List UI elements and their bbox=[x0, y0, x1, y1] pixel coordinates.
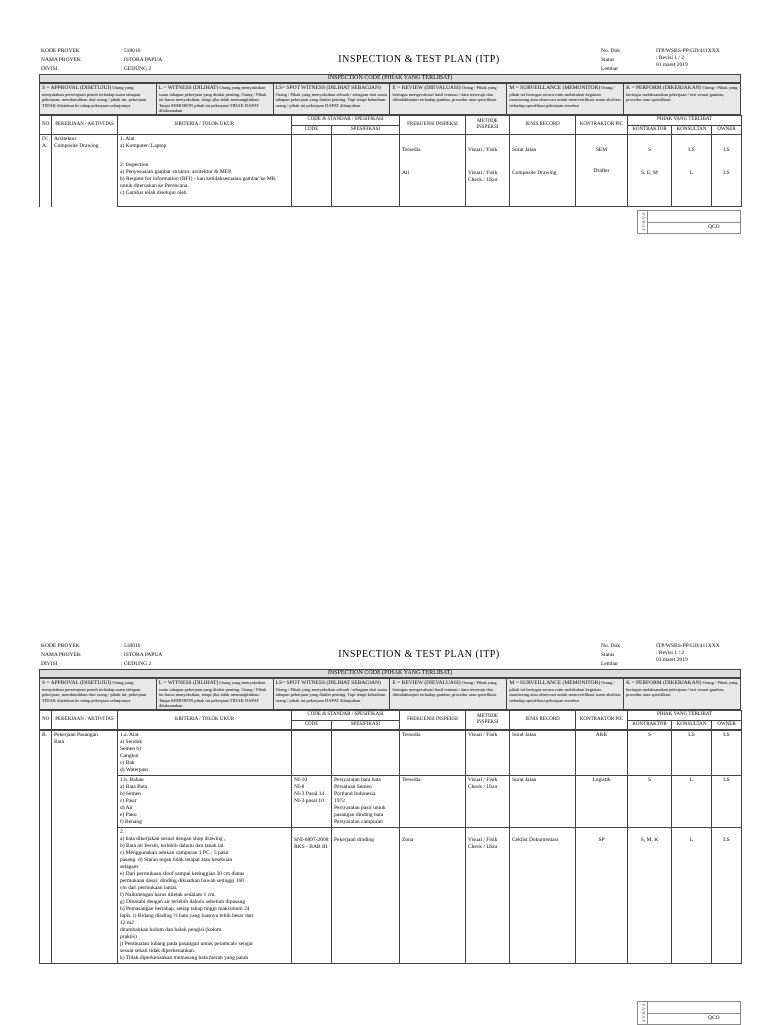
itp-table-2 bbox=[39, 730, 742, 964]
paraf-box-2: PARAF QCO bbox=[637, 1001, 741, 1025]
legend-review: E = REVIEW (DIEVALUASI) Orang / Pihak yang bertugas mengevaluasi hasil temuan / data tersetuju dan ditindaklanjuti terhadap gambar, prosedur atau spesifikasi bbox=[390, 84, 507, 115]
col-frekuensi: FREKUENSI INSPEKSI bbox=[400, 711, 466, 730]
column-headers bbox=[39, 710, 742, 730]
col-konsultan: KONSULTAN bbox=[672, 720, 712, 729]
col-jenis: JENIS RECORD bbox=[510, 711, 576, 730]
kriteria-cell: 2. a) bata dikerjakan sesuai dengan shop drawing , b) Bata air bersih, terlebih dahulu dan tanah lat. c) Menggunakan adukan campuran 1 PC : 5 pasir pasang. d) Siaran tegak tidak tetapat atau kesebuan setagam e) Dari permukaan sloof sampai ketinggian 30 cm diatas permukaan dasar, dinding dikuatkan bawah setinggi 160 cm dari permukaan lantai. f) Naikmengan harus diletak sedalam 1 cm. g) Dibasahi dengan air terlebih dahulu sebelum dipasang h) Pemasangan bertahap, setiap tahap tinggi maksimum 24 lapis. i) Bidang dinding ½ bata yang luasnya lebih besar dari 12 m2 ditambahkan kolom dan balok pengisi (kolom praktis) j) Pembuatan lubang pada pasangan untuk peramcah/ sengar sesuai sekali tidak diperkenankan. k) Tidak diperkenankan memasang bata merah yang patah bbox=[118, 827, 292, 963]
qco-label: QCO bbox=[708, 224, 720, 230]
itp-sheet-2 bbox=[39, 642, 741, 964]
inspection-code-bar: INSPECTION CODE (PIHAK YANG TERLIBAT) bbox=[39, 669, 741, 679]
legend-spot-witness: LS= SPOT WITNESS (DILIHAT SEBAGIAN) Orang / Pihak yang menyaksikan sebuah / sebagian dari suatu tahapan pekerjaan yang dinilai penting. Tapi tetapi kehadiran orang / pihak ini pekerjaan DAPAT dilanjutkan bbox=[273, 679, 390, 710]
divisi-label: DIVISI bbox=[41, 660, 58, 667]
itp-sheet-1 bbox=[39, 47, 741, 207]
col-code-std: CODE & STANDAR / SPESIFIKASI bbox=[292, 711, 400, 720]
col-konsultan: KONSULTAN bbox=[672, 125, 712, 134]
status-label: Status bbox=[601, 651, 615, 658]
legend-approval: S = APPROVAL (DISETUJUI) Orang yang menyatakan persetujuan penuh terhadap suatu tahapan pekerjaan, membutuhkan dari orang / pihak ini, pekerjaan TIDAK diizinkan ke tahap pekerjaan selanjutnya bbox=[40, 84, 157, 115]
kode-proyek-value: : 518016 bbox=[121, 48, 141, 54]
col-metode: METODE INSPEKSI bbox=[466, 711, 510, 730]
status-value: : Revisi 1 / 2 bbox=[656, 55, 685, 61]
legend-surveillance: M = SURVEILLANCE (MEMONITOR) Orang / pihak ini bertugas secara rutin melakukan kegiatan monitoring atau observasi untuk memverifikasi suatu aktifitas terhadap spesifikasi pekerjaan tersebut bbox=[507, 84, 624, 115]
col-spesifikasi: SPESIFIKASI bbox=[332, 125, 400, 134]
no-dok-label: No. Dok bbox=[601, 643, 620, 649]
kriteria-cell: 1.a. Alat a) Sendok Semen b) Cangkul c) Bak d) Waterpass bbox=[118, 730, 292, 775]
col-kontraktor-pic: KONTRAKTOR PIC bbox=[576, 116, 628, 135]
divisi-label: DIVISI bbox=[41, 65, 58, 72]
col-pekerjaan: PEKERJAAN / AKTIVITAS bbox=[52, 116, 118, 135]
kode-proyek-value: : 518016 bbox=[121, 643, 141, 649]
table-row: 1.b. Bahan a) Bata Bata b) Semen c) Pasir d) Air e) Paku f) Benang NI-10 NI-8 NI-3 Pasal 14 NI-3 pasal 10 Persyaratan bata bata Persatuan Semen Portland Indonesia 1972 Persyaratan pasir untuk pasangan dinding bata Persyaratan campuran Tersedia Visual / Fisik Check / Ukur Surat Jalan Logistik S L LS bbox=[40, 775, 742, 827]
col-pihak: PIHAK YANG TERLIBAT bbox=[628, 116, 742, 125]
status-value: : Revisi 1 / 2 bbox=[656, 650, 685, 656]
legend-perform: K = PERFORM (DIKERJAKAN) Orang / Pihak yang bertugas melaksanakan pekerjaan / test sesuai gambar, prosedur atau spesifikasi bbox=[624, 84, 741, 115]
status-label: Status bbox=[601, 56, 615, 63]
table-row: B. Pekerjaan Pasangan Bata 1.a. Alat a) Sendok Semen b) Cangkul c) Bak d) Waterpass Tersedia Visual / Fisik Surat Jalan ARK S LS LS bbox=[40, 730, 742, 775]
legend-witness: L = WITNESS (DILIHAT) Orang yang menyaksikan suatu tahapan pekerjaan yang dinilai penting. Orang / Pihak ini harus menyaksikan, tetapi jika tidak memungkinkan. Tanpa SEMOHON pihak ini pekerjaan TIDAK DAPAT dilaksanakan bbox=[156, 679, 273, 710]
col-jenis: JENIS RECORD bbox=[510, 116, 576, 135]
column-headers bbox=[39, 115, 742, 135]
kriteria-cell: 1.b. Bahan a) Bata Bata b) Semen c) Pasir d) Air e) Paku f) Benang bbox=[118, 775, 292, 827]
nama-proyek-value: : ISTORA PAPUA bbox=[121, 56, 163, 63]
kriteria-cell: 2. Inspection a) Penyesuaian gambar struktur, arsitektur & MEP. b) Request for information (RFI) - kan ketidaksesuaian gambar ke MK untuk diteruskan ke Perencana. c) Gambar telah disetujui oleh bbox=[118, 161, 292, 207]
tanggal-value: 01 maret 2019 bbox=[656, 657, 688, 663]
col-code-std: CODE & STANDAR / SPESIFIKASI bbox=[292, 116, 400, 125]
col-spesifikasi: SPESIFIKASI bbox=[332, 720, 400, 729]
col-kontraktor: KONTRAKTOR bbox=[628, 125, 672, 134]
col-metode: METODE INSPEKSI bbox=[466, 116, 510, 135]
kriteria-cell: 1. Alat a) Komputer/ Laptop bbox=[118, 135, 292, 161]
table-row: 2. Inspection a) Penyesuaian gambar struktur, arsitektur & MEP. b) Request for information (RFI) - kan ketidaksesuaian gambar ke MK untuk diteruskan ke Perencana. c) Gambar telah disetujui oleh All Visual / Fisik Check / Ukur Composite Drawing Drafter S, E, M L LS bbox=[40, 161, 742, 207]
paraf-box-1: PARAF QCO bbox=[637, 210, 741, 234]
col-kriteria: KRITERIA / TOLOK UKUR bbox=[118, 711, 292, 730]
kode-proyek-label: KODE PROYEK bbox=[41, 643, 80, 649]
col-kontraktor-pic: KONTRAKTOR PIC bbox=[576, 711, 628, 730]
legend-witness: L = WITNESS (DILIHAT) Orang yang menyaksikan suatu tahapan pekerjaan yang dinilai penting. Orang / Pihak ini harus menyaksikan, tetapi jika tidak memungkinkan. Tanpa SEMOHON pihak ini pekerjaan TIDAK DAPAT dilaksanakan bbox=[156, 84, 273, 115]
col-pihak: PIHAK YANG TERLIBAT bbox=[628, 711, 742, 720]
col-no: NO bbox=[40, 711, 52, 730]
document-title: INSPECTION & TEST PLAN (ITP) bbox=[338, 54, 500, 66]
lembar-label: Lembar bbox=[601, 65, 619, 72]
legend-perform: K = PERFORM (DIKERJAKAN) Orang / Pihak yang bertugas melaksanakan pekerjaan / test sesuai gambar, prosedur atau spesifikasi bbox=[624, 679, 741, 710]
document-header bbox=[39, 642, 741, 669]
no-dok-label: No. Dok bbox=[601, 48, 620, 54]
col-kriteria: KRITERIA / TOLOK UKUR bbox=[118, 116, 292, 135]
no-dok-value: ITP/WSBS-PP/GD/411XXX bbox=[656, 48, 720, 54]
legend-spot-witness: LS= SPOT WITNESS (DILIHAT SEBAGIAN) Orang / Pihak yang menyaksikan sebuah / sebagian dari suatu tahapan pekerjaan yang dinilai penting. Tapi tetapi kehadiran orang / pihak ini pekerjaan DAPAT dilanjutkan bbox=[273, 84, 390, 115]
document-title: INSPECTION & TEST PLAN (ITP) bbox=[338, 649, 500, 661]
col-no: NO bbox=[40, 116, 52, 135]
divisi-value: : GEDUNG 2 bbox=[121, 660, 152, 667]
legend bbox=[39, 678, 741, 710]
nama-proyek-value: : ISTORA PAPUA bbox=[121, 651, 163, 658]
nama-proyek-label: NAMA PROYEK bbox=[41, 651, 81, 658]
col-owner: OWNER bbox=[712, 720, 742, 729]
document-header bbox=[39, 47, 741, 74]
nama-proyek-label: NAMA PROYEK bbox=[41, 56, 81, 63]
table-row: IV. A. Arsitektur Composite Drawing 1. Alat a) Komputer/ Laptop Tersedia Visual / Fisik Surat Jalan SEM S LS LS bbox=[40, 135, 742, 161]
no-dok-value: ITP/WSBS-PP/GD/411XXX bbox=[656, 643, 720, 649]
legend bbox=[39, 83, 741, 115]
qco-label: QCO bbox=[708, 1015, 720, 1021]
col-code: CODE bbox=[292, 720, 332, 729]
legend-surveillance: M = SURVEILLANCE (MEMONITOR) Orang / pihak ini bertugas secara rutin melakukan kegiatan monitoring atau observasi untuk memverifikasi suatu aktifitas terhadap spesifikasi pekerjaan tersebut bbox=[507, 679, 624, 710]
kode-proyek-label: KODE PROYEK bbox=[41, 48, 80, 54]
col-kontraktor: KONTRAKTOR bbox=[628, 720, 672, 729]
col-frekuensi: FREKUENSI INSPEKSI bbox=[400, 116, 466, 135]
itp-table-1 bbox=[39, 135, 742, 208]
col-code: CODE bbox=[292, 125, 332, 134]
tanggal-value: 01 maret 2019 bbox=[656, 62, 688, 68]
col-pekerjaan: PEKERJAAN / AKTIVITAS bbox=[52, 711, 118, 730]
divisi-value: : GEDUNG 2 bbox=[121, 65, 152, 72]
lembar-label: Lembar bbox=[601, 660, 619, 667]
legend-review: E = REVIEW (DIEVALUASI) Orang / Pihak yang bertugas mengevaluasi hasil temuan / data tersetuju dan ditindaklanjuti terhadap gambar, prosedur atau spesifikasi bbox=[390, 679, 507, 710]
legend-approval: S = APPROVAL (DISETUJUI) Orang yang menyatakan persetujuan penuh terhadap suatu tahapan pekerjaan, membutuhkan dari orang / pihak ini, pekerjaan TIDAK diizinkan ke tahap pekerjaan selanjutnya bbox=[40, 679, 157, 710]
inspection-code-bar: INSPECTION CODE (PIHAK YANG TERLIBAT) bbox=[39, 74, 741, 84]
col-owner: OWNER bbox=[712, 125, 742, 134]
table-row: 2. a) bata dikerjakan sesuai dengan shop drawing , b) Bata air bersih, terlebih dahulu dan tanah lat. c) Menggunakan adukan campuran 1 PC : 5 pasir pasang. d) Siaran tegak tidak tetapat atau kesebuan setagam e) Dari permukaan sloof sampai ketinggian 30 cm diatas permukaan dasar, dinding dikuatkan bawah setinggi 160 cm dari permukaan lantai. f) Naikmengan harus diletak sedalam 1 cm. g) Dibasahi dengan air terlebih dahulu sebelum dipasang h) Pemasangan bertahap, setiap tahap tinggi maksimum 24 lapis. i) Bidang dinding ½ bata yang luasnya lebih besar dari 12 m2 ditambahkan kolom dan balok pengisi (kolom praktis) j) Pembuatan lubang pada pasangan untuk peramcah/ sengar sesuai sekali tidak diperkenankan. k) Tidak diperkenankan memasang bata merah yang patah SNI-6897-2008 RKS - BAB III Pekerjaan dinding Zona Visual / Fisik Check / Ukur Ceklist Dokumentasi SP S, M, K L LS bbox=[40, 827, 742, 963]
